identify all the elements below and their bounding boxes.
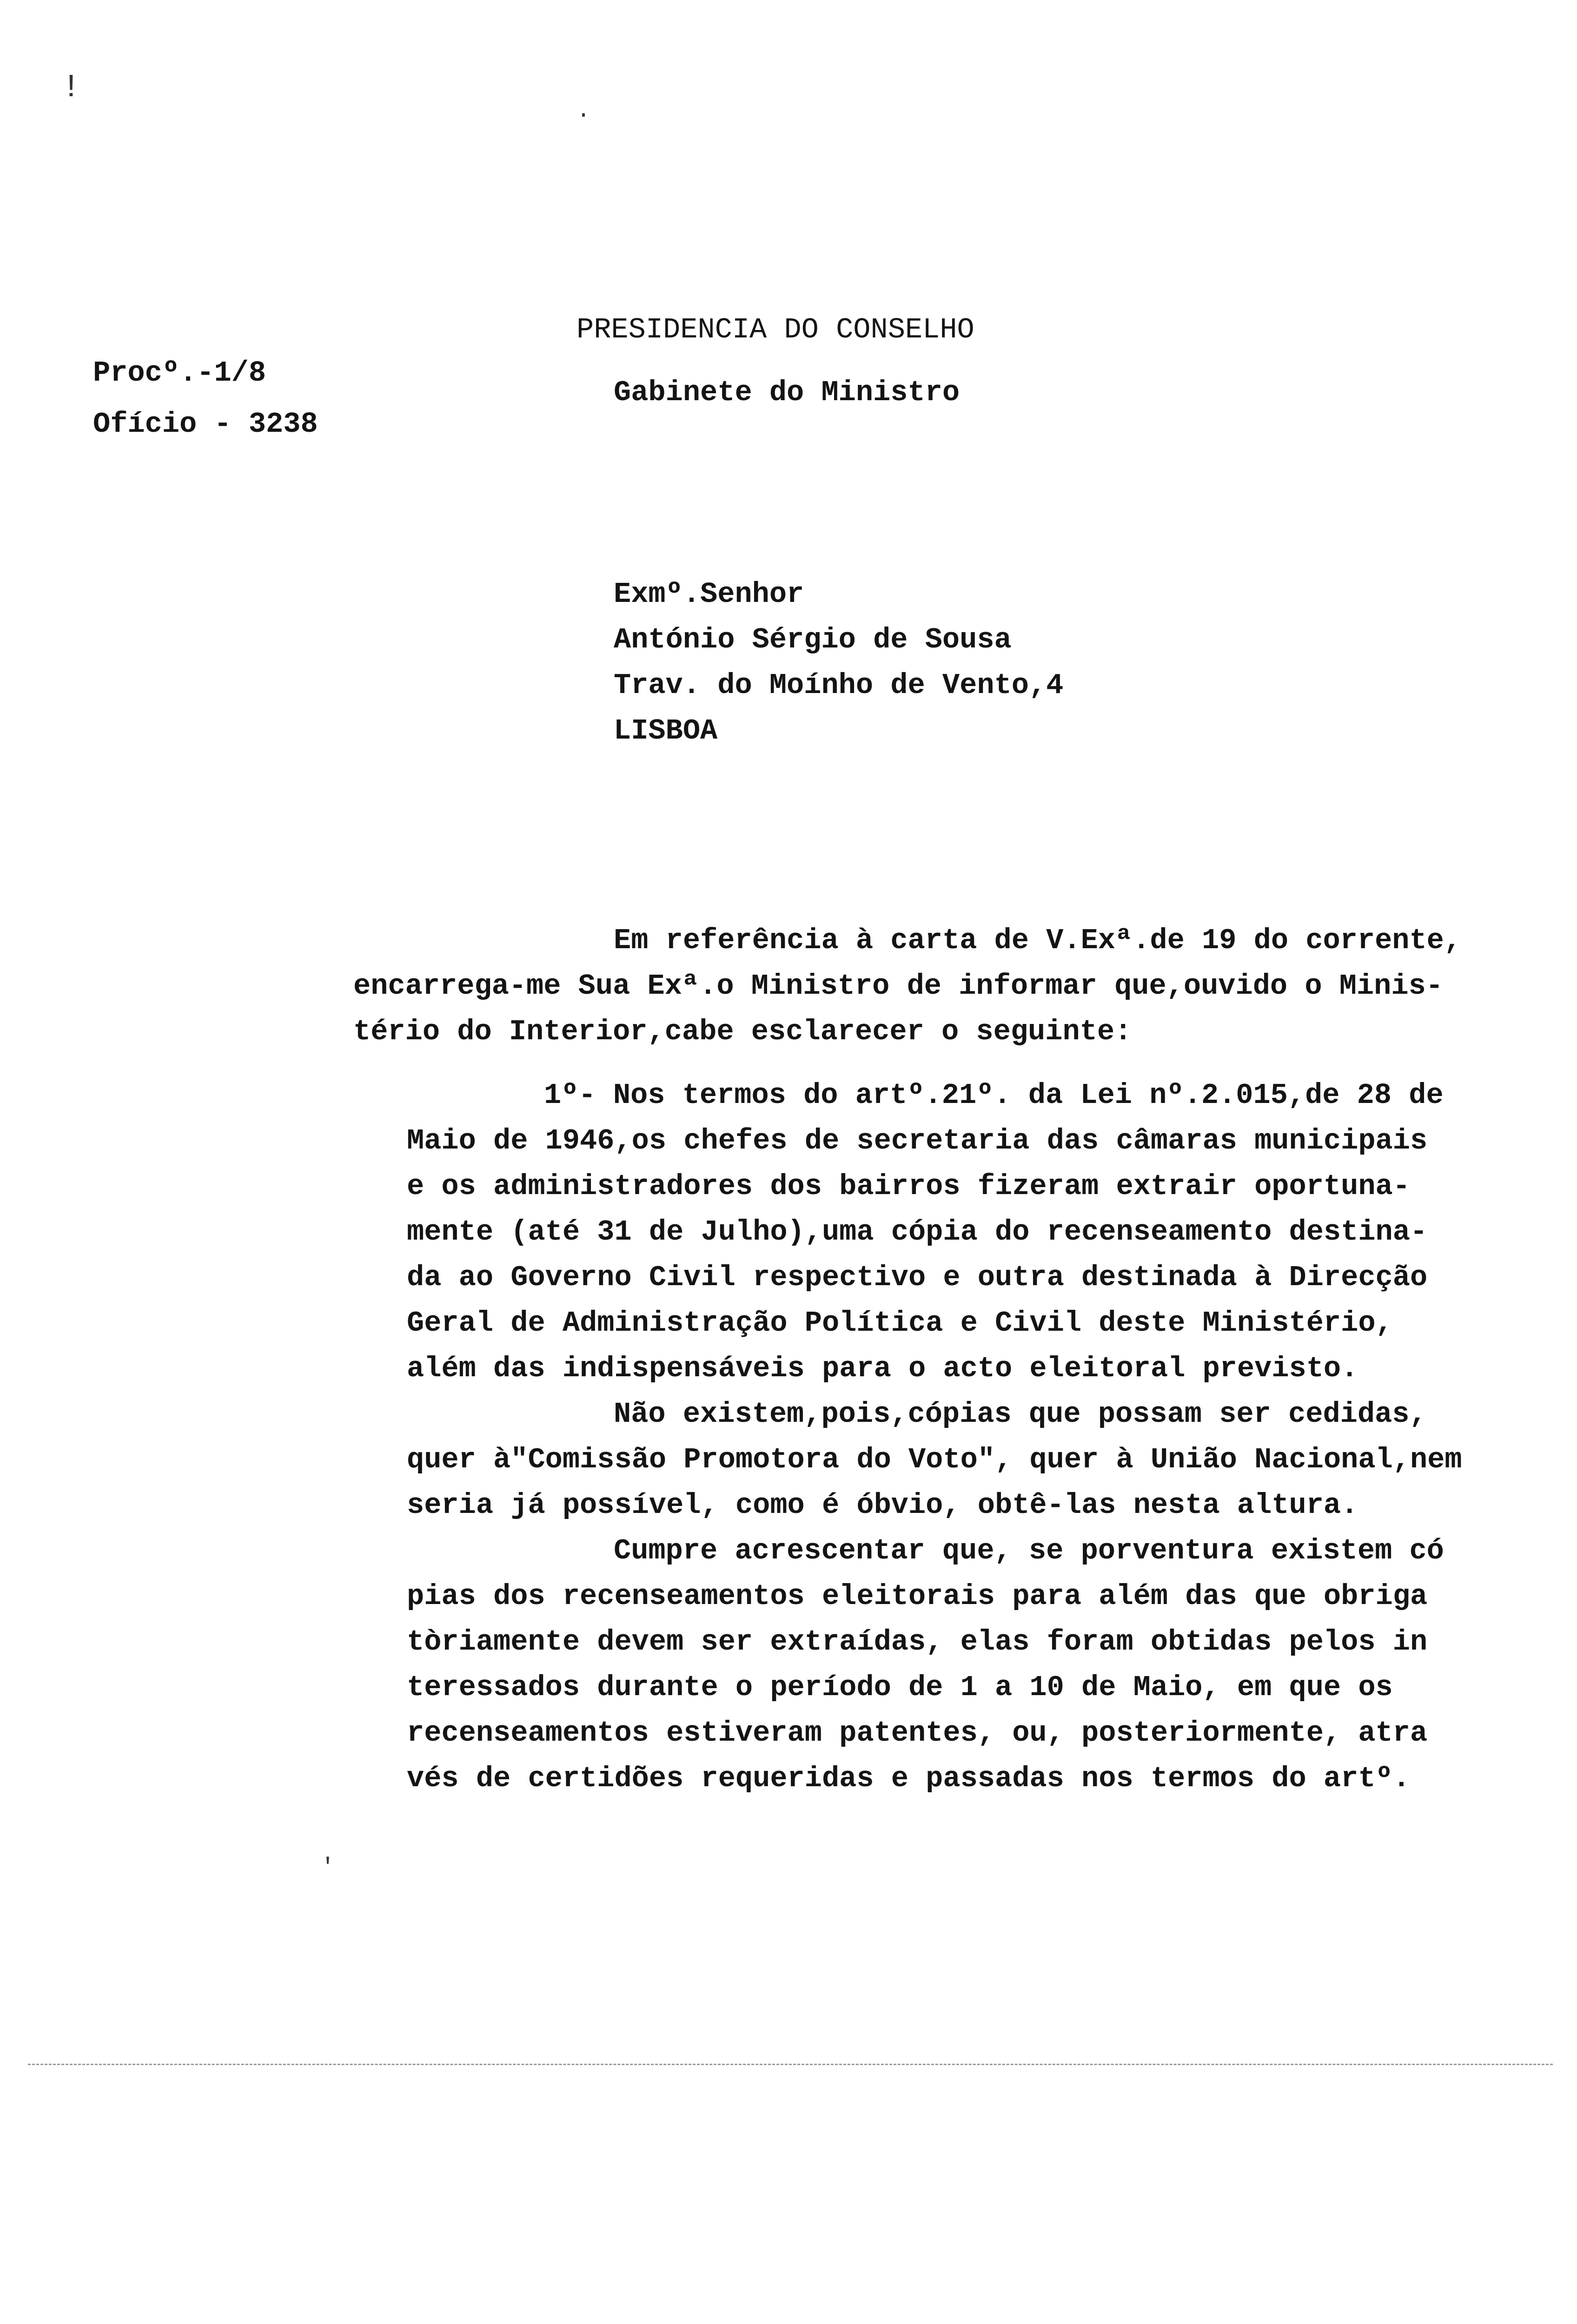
body-line: seria já possível, como é óbvio, obtê-las nesta altura. (407, 1489, 1358, 1522)
reference-block (93, 348, 318, 450)
process-number: Procº.-1/8 (93, 357, 266, 390)
office-number: Ofício - 3238 (93, 408, 318, 441)
intro-line: encarrega-me Sua Exª.o Ministro de informar que,ouvido o Minis- (353, 970, 1443, 1003)
body-line: quer à"Comissão Promotora do Voto", quer à União Nacional,nem (407, 1443, 1462, 1476)
body-line: pias dos recenseamentos eleitorais para além das que obriga (407, 1580, 1428, 1613)
body-line: Geral de Administração Política e Civil deste Ministério, (407, 1307, 1393, 1340)
intro-line: tério do Interior,cabe esclarecer o seguinte: (353, 1015, 1132, 1048)
addressee-salutation: Exmº.Senhor (614, 578, 804, 611)
margin-mark: ! (61, 70, 81, 106)
body-line: vés de certidões requeridas e passadas nos termos do artº. (407, 1762, 1410, 1795)
fold-line (28, 2064, 1553, 2065)
body-line: 1º- Nos termos do artº.21º. da Lei nº.2.015,de 28 de (544, 1079, 1444, 1112)
body-line: Cumpre acrescentar que, se porventura existem có (614, 1534, 1444, 1567)
margin-mark: . (576, 98, 591, 124)
body-line: mente (até 31 de Julho),uma cópia do recenseamento destina- (407, 1215, 1428, 1248)
body-line: teressados durante o período de 1 a 10 de Maio, em que os (407, 1671, 1393, 1704)
addressee-city: LISBOA (614, 714, 718, 747)
body-line: além das indispensáveis para o acto eleitoral previsto. (407, 1352, 1358, 1385)
margin-mark: ' (321, 1855, 335, 1881)
institution-heading: PRESIDENCIA DO CONSELHO (576, 313, 974, 346)
department-heading: Gabinete do Ministro (614, 376, 960, 409)
body-line: Não existem,pois,cópias que possam ser cedidas, (614, 1398, 1427, 1431)
addressee-street: Trav. do Moínho de Vento,4 (614, 669, 1064, 702)
body-line: e os administradores dos bairros fizeram extrair oportuna- (407, 1170, 1410, 1203)
intro-line: Em referência à carta de V.Exª.de 19 do corrente, (614, 924, 1462, 957)
body-line: da ao Governo Civil respectivo e outra destinada à Direcção (407, 1261, 1428, 1294)
body-line: Maio de 1946,os chefes de secretaria das câmaras municipais (407, 1124, 1428, 1157)
body-line: tòriamente devem ser extraídas, elas foram obtidas pelos in (407, 1625, 1428, 1658)
addressee-block (614, 572, 1063, 754)
body-line: recenseamentos estiveram patentes, ou, posteriormente, atra (407, 1717, 1428, 1750)
addressee-name: António Sérgio de Sousa (614, 623, 1012, 656)
